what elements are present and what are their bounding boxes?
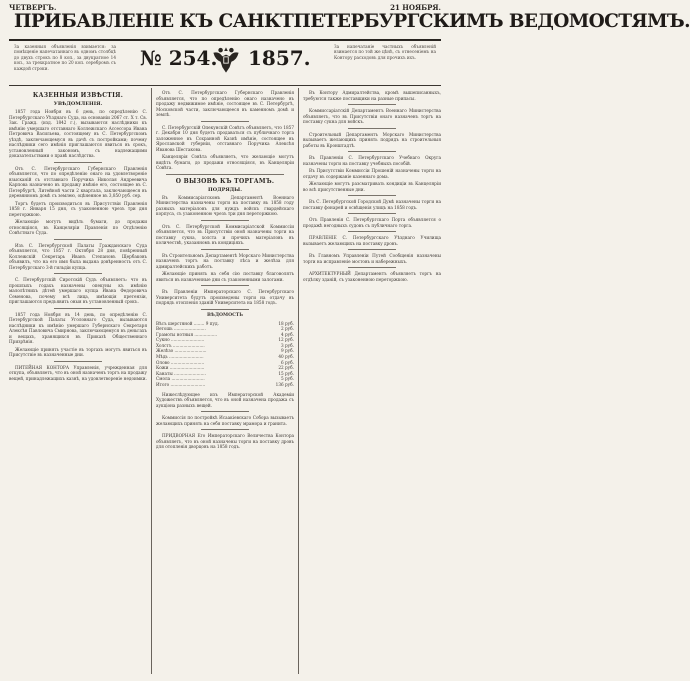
- divider: [348, 231, 396, 232]
- issue-year: 1857.: [248, 46, 311, 70]
- divider: [201, 220, 249, 221]
- section-heading: КАЗЕННЫЯ ИЗВѢСТІЯ.: [32, 92, 124, 99]
- article-paragraph: Желающіе принять на себя сію поставку благоволятъ явиться въ назначенные дни съ узаконенными залогами.: [156, 271, 294, 282]
- article-paragraph: ПИТЕЙНАЯ КОНТОРА Управленія, учрежденная для откупа, объявляетъ, что въ оной назначенъ торгъ на продажу вещей, принадлежащихъ казнѣ, на удовлетвореніе недоимки.: [9, 364, 147, 381]
- divider: [348, 195, 396, 196]
- article-paragraph: Въ Присутствіи Коммиссіи Прошеній назначены торги на отдачу въ содержаніе казеннаго дома.: [303, 168, 441, 179]
- divider: [348, 249, 396, 250]
- column-3: [303, 90, 441, 672]
- article-paragraph: Желающіе принять участіе въ торгахъ могутъ явиться въ Присутствіе въ назначенные дни.: [9, 346, 147, 357]
- divider: [54, 162, 102, 163]
- article-paragraph: АРХИТЕКТУРНЫЙ Департаментъ объявляетъ торгъ на отдѣлку зданій, съ узаконенною переторжкою.: [303, 271, 441, 282]
- table-row: Кожи .......................... 22 руб.: [156, 365, 294, 371]
- divider: [54, 273, 102, 274]
- table-row: Мѣдь .......................... 40 руб.: [156, 354, 294, 360]
- article-paragraph: Въ Правленіи Императорскаго С. Петербургскаго Университета будутъ произведены торги на отдачу въ подрядъ отопленія зданій Университета на 1858 годъ.: [156, 289, 294, 305]
- table-row: Смола ......................... 5 руб.: [156, 376, 294, 382]
- masthead-rule: [9, 39, 441, 41]
- header-bottom-rule: [9, 85, 441, 86]
- table-row: Желѣзо ........................ 9 руб.: [156, 348, 294, 354]
- article-paragraph: 1857 года Ноября въ 14 день, по опредѣленію С. Петербургской Палаты Уголовнаго Суда, вызываются наслѣдники къ имѣнію умершаго Губернскаго Секретаря Алексѣя Павловича Смирнова, заключающемуся въ деньгахъ и вещахъ, хранящихся въ Приказѣ Общественнаго Призрѣнія.: [9, 311, 147, 344]
- article-paragraph: Въ Контору Адмиралтейства, кромѣ вышеписанныхъ, требуются также поставщики на разные припасы.: [303, 90, 441, 101]
- column-divider: [298, 88, 299, 674]
- table-row: Сукно ......................... 12 руб.: [156, 337, 294, 343]
- divider: [54, 308, 102, 309]
- article-paragraph: 1857 года Ноября въ 6 день, по опредѣленію С. Петербургскаго Уѣзднаго Суда, на основаніи 2067 ст. X т. Св. Зак. Гражд. (изд. 1842 г.), вызываются наслѣдники къ имѣнію умершаго отставнаго Коллежскаго Ассессора Ивана Петровича Васильева, состоящему въ С. Петербургскомъ уѣздѣ, заключающемуся въ дачѣ съ постройками; почему наслѣдники сего имѣнія приглашаются явиться въ срокъ, установленный закономъ, съ надлежащими доказательствами о правѣ наслѣдства.: [9, 109, 147, 158]
- article-paragraph: Отъ С. Петербургской Коммисаріатской Коммиссіи объявляется, что въ Присутствіи оной назначены торги на поставку сукна, холста и прочихъ матеріаловъ въ количествѣ, указанномъ въ кондиціяхъ.: [156, 223, 294, 245]
- divider: [348, 128, 396, 129]
- article-paragraph: Отъ С. Петербургскаго Губернскаго Правленія объявляется, что по опредѣленію онаго назначено въ продажу недвижимое имѣніе, состоящее въ С. Петербургѣ, Московской части, заключающееся въ каменномъ домѣ и землѣ.: [156, 90, 294, 117]
- divider: [201, 411, 249, 412]
- article-paragraph: Въ Правленіи С. Петербургскаго Учебнаго Округа назначены торги на поставку учебныхъ пособій.: [303, 155, 441, 166]
- article-paragraph: С. Петербургскій Сиротскій Судъ объявляетъ: что въ прошлыхъ годахъ назначены опекуны къ имѣнію малолѣтнихъ дѣтей умершаго купца Ивана Федоровича Семенова, почему всѣ лица, имѣющія претензіи, приглашаются предъявить оныя въ установленный срокъ.: [9, 277, 147, 304]
- divider: [201, 429, 249, 430]
- article-paragraph: ПРИДВОРНАЯ Его Императорскаго Величества Контора объявляетъ, что въ оной назначены торги на поставку дровъ для отопленія дворцовъ на 1858 годъ.: [156, 433, 294, 450]
- divider: [348, 151, 396, 152]
- subsection-heading: УВѢДОМЛЕНІЯ.: [53, 101, 103, 107]
- section-heading: О ВЫЗОВѢ КЪ ТОРГАМЪ.: [175, 177, 275, 185]
- date-label: 21 НОЯБРЯ.: [390, 3, 441, 12]
- divider: [201, 121, 249, 122]
- article-paragraph: Нижеслѣдующее изъ Императорской Академіи Художествъ объявляется, что въ оной назначена продажа съ аукціона разныхъ вещей.: [156, 391, 294, 408]
- divider: [54, 239, 102, 240]
- article-paragraph: ПРАВЛЕНІЕ С. Петербургскаго Уѣзднаго Училища вызываетъ желающихъ на поставку дровъ.: [303, 235, 441, 246]
- divider: [201, 285, 249, 286]
- article-paragraph: Желающіе могутъ разсматривать кондиціи въ Канцеляріи во всѣ присутственные дни.: [303, 181, 441, 192]
- divider: [54, 361, 102, 362]
- divider: [166, 174, 284, 175]
- price-table: [156, 321, 294, 388]
- article-paragraph: Въ Коммисаріатскомъ Департаментѣ Военнаго Министерства назначены торги на поставку въ 1858 году разныхъ матеріаловъ для нуждъ войскъ гвардейскаго корпуса, съ узаконенною чрезъ три дня переторжкою.: [156, 194, 294, 216]
- table-title: ВѢДОМОСТЬ: [207, 312, 243, 318]
- article-paragraph: Отъ С. Петербургскаго Губернскаго Правленія объявляется, что по опредѣленію онаго на удовлетвореніе взысканій съ отставнаго Поручика Николая Андреевича Карпова назначено въ продажу имѣніе его, состоящее въ С. Петербургѣ, Литейной части 2 квартала, заключающееся въ деревянномъ домѣ съ землею, оцѣненное въ 3,850 руб. сер.: [9, 165, 147, 198]
- article-paragraph: Въ Строительномъ Департаментѣ Морскаго Министерства назначенъ торгъ на поставку лѣса и желѣза для адмиралтейскихъ работъ.: [156, 252, 294, 269]
- masthead-title: ПРИБАВЛЕНІЕ КЪ САНКТПЕТЕРБУРГСКИМЪ ВЕДОМОСТЯМЪ.: [14, 11, 690, 32]
- table-row: Ветошь ........................ 2 руб.: [156, 326, 294, 332]
- article-paragraph: С. Петербургскій Опекунскій Совѣтъ объявляетъ, что 1857 г. Декабря 10 дня будетъ продаваться съ публичнаго торга заложенное въ Сохранной Казнѣ имѣніе, состоящее въ Ярославской губерніи, отставнаго Поручика Алексѣя Иванова Шестакова.: [156, 124, 294, 152]
- column-divider: [151, 88, 152, 674]
- article-paragraph: Канцелярія Совѣта объявляетъ, что желающіе могутъ видѣть бумаги, до продажи относящіяся, въ Канцеляріи Совѣта.: [156, 154, 294, 170]
- divider: [348, 104, 396, 105]
- article-paragraph: Въ С. Петербургской Городской Думѣ назначены торги на поставку фонарей и освѣщенія улицъ на 1858 годъ.: [303, 199, 441, 210]
- table-row: Канаты ........................ 15 руб.: [156, 370, 294, 376]
- column-1: [9, 90, 147, 672]
- article-paragraph: Отъ Правленія С. Петербургскаго Порта объявляется о продажѣ негодныхъ судовъ съ публичнаго торга.: [303, 217, 441, 228]
- subsection-heading: ПОДРЯДЫ.: [208, 186, 242, 193]
- table-row: Холстъ ........................ 3 руб.: [156, 342, 294, 348]
- price-notice-left: За казенныя объявленія взимается: за помѣщеніе напечатаннаго въ одномъ столбцѣ до двухъ строкъ по 8 коп., за двукратное 14 коп., за трехкратное по 20 коп. серебромъ съ каждой строки.: [14, 44, 116, 71]
- article-paragraph: Коммиссія по постройкѣ Исаакіевскаго Собора вызываетъ желающихъ принять на себя поставку мрамора и гранита.: [156, 415, 294, 426]
- article-paragraph: Строительный Департаментъ Морскаго Министерства вызываетъ желающихъ принять подрядъ на строительныя работы въ Кронштадтѣ.: [303, 131, 441, 148]
- article-paragraph: Въ Главномъ Управленіи Путей Сообщенія назначены торги на исправленіе мостовъ и набережныхъ.: [303, 253, 441, 264]
- double-headed-eagle-emblem: [208, 42, 244, 78]
- table-row: Олово ......................... 6 руб.: [156, 359, 294, 365]
- table-row: Вѣсъ шерстяной ........ 9 пуд. 18 руб.: [156, 320, 294, 326]
- divider: [201, 249, 249, 250]
- issue-number: № 254.: [140, 46, 218, 70]
- price-notice-right: За напечатаніе частныхъ объявленій взимается по той же цѣнѣ, съ отнесеніемъ на Контору расходовъ для прочихъ ихъ.: [334, 44, 436, 60]
- article-paragraph: Торгъ будетъ производиться въ Присутствіи Правленія 1858 г. Января 15 дня, съ узаконенною чрезъ три дня переторжкою.: [9, 200, 147, 217]
- article-paragraph: Желающіе могутъ видѣть бумаги, до продажи относящіяся, въ Канцеляріи Правленія по Отдѣленію Совѣстнаго Суда.: [9, 219, 147, 235]
- table-row: Итого .......................... 136 руб.: [156, 382, 294, 388]
- article-paragraph: Изъ С. Петербургской Палаты Гражданскаго Суда объявляется, что 1857 г. Октября 28 дня, повѣренный Коллежскій Секретарь Иванъ Степановъ Щербаковъ объявилъ, что на его имя была выдана довѣренность отъ С. Петербургскаго 3-й гильдіи купца.: [9, 242, 147, 270]
- divider: [201, 309, 249, 310]
- day-label: ЧЕТВЕРГЪ.: [9, 3, 57, 12]
- table-row: Грамоты нотныя ................. 4 руб.: [156, 331, 294, 337]
- article-paragraph: Коммиссаріатскій Департаментъ Военнаго Министерства объявляетъ, что въ Присутствіи онаго назначенъ торгъ на поставку сукна для войскъ.: [303, 108, 441, 124]
- column-2: [156, 90, 294, 672]
- divider: [348, 213, 396, 214]
- divider: [348, 267, 396, 268]
